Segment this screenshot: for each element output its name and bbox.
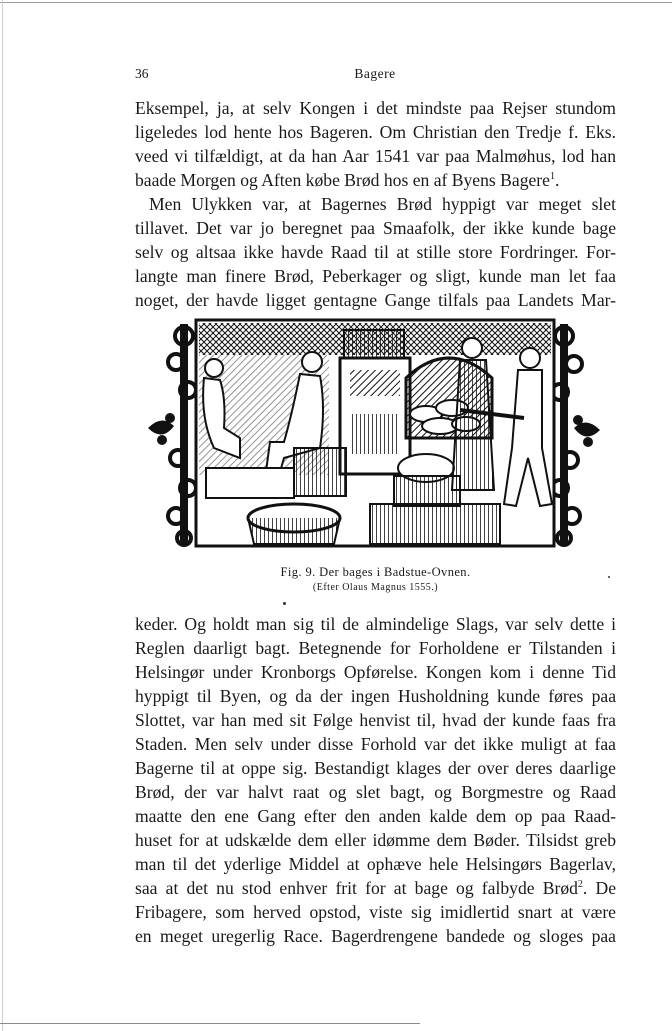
page-edge-left [2,0,3,1031]
page-edge-top [0,2,672,3]
text-line: selv og altsaa ikke havde Raad til at stille store Fordringer. For- [135,242,616,262]
text-line: ligeledes lod hente hos Bageren. Om Christian den Tredje f. Eks. [135,122,616,142]
text-line: hyppigt til Byen, og da der ingen Husholdning kunde føres paa [135,686,616,706]
text-line: veed vi tilfældigt, at da han Aar 1541 var paa Malmøhus, lod han [135,146,616,166]
text-line: Helsingør under Kronborgs Opførelse. Kongen kom i denne Tid [135,662,616,682]
footnote-ref: 1 [549,171,555,183]
figure-source: (Efter Olaus Magnus 1555.) [312,582,439,593]
text-line: keder. Og holdt man sig til de almindelige Slags, var selv dette i [135,614,616,634]
running-title: Bagere [354,66,396,81]
figure-caption: Fig. 9. Der bages i Badstue-Ovnen. [280,565,471,579]
text-line: man til det yderlige Middel at ophæve hele Helsingørs Bagerlav, [135,854,616,874]
text-line: maatte den ene Gang efter den anden kalde dem op paa Raad- [135,806,616,826]
paragraph-top [135,96,616,312]
text-line: Slottet, var han med sit Følge henvist til, hvad der kunde faas fra [135,710,616,730]
paragraph-bottom [135,612,616,948]
text-line: baade Morgen og Aften købe Brød hos en af Byens Bagere$^1$. [135,170,560,190]
page-number: 36 [135,66,149,81]
text-line: saa at det nu stod enhver frit for at bage og falbyde Brød$^2$. De [135,878,616,898]
print-speck [283,602,286,605]
text-line: huset for at udskælde dem eller idømme dem Bøder. Tilsidst greb [135,830,616,850]
bathhouse-scene [196,320,554,546]
woodcut-figure [144,318,604,550]
text-line: langte man finere Brød, Peberkager og sligt, kunde man let faa [135,266,616,286]
text-line: en meget uregerlig Race. Bagerdrengene bandede og sloges paa [135,926,616,946]
right-ornament [552,324,600,546]
text-line: Reglen daarligt bagt. Betegnende for Forholdene er Tilstanden i [135,638,616,658]
page-edge-bottom [0,1023,420,1024]
footnote-ref: 2 [577,879,583,891]
left-ornament [148,324,196,546]
text-line: Brød, der var halvt raat og slet bagt, og Borgmestre og Raad [135,782,616,802]
text-line: tillavet. Det var jo beregnet paa Smaafolk, der ikke kunde bage [135,218,616,238]
woodcut-illustration [144,318,604,550]
text-line: Bagerne til at oppe sig. Bestandigt klages der over deres daarlige [135,758,616,778]
print-speck [608,576,610,578]
text-line: Fribagere, som herved opstod, viste sig imidlertid snart at være [135,902,616,922]
text-line: Men Ulykken var, at Bagernes Brød hyppigt var meget slet [149,194,616,214]
page-header [135,66,615,84]
text-line: Staden. Men selv under disse Forhold var det ikke muligt at faa [135,734,616,754]
text-line: noget, der havde ligget gentagne Gange tilfals paa Landets Mar- [135,290,616,310]
text-line: Eksempel, ja, at selv Kongen i det mindste paa Rejser stundom [135,98,616,118]
